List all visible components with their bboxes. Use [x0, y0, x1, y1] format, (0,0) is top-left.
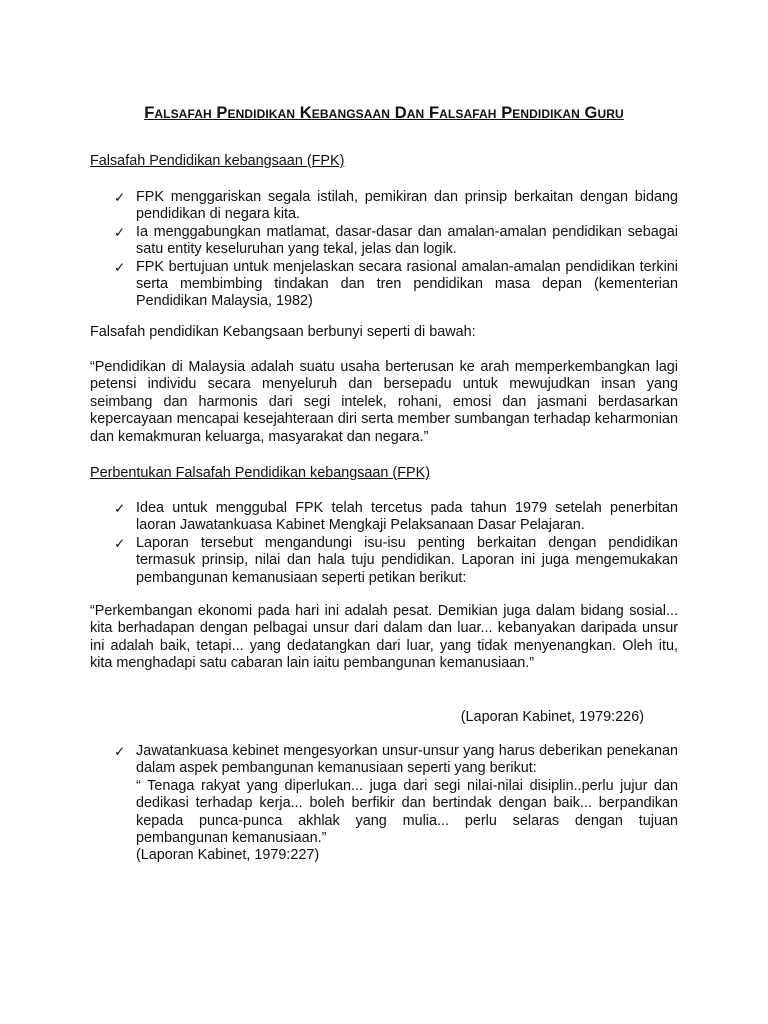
fpk-quote: “Pendidikan di Malaysia adalah suatu usaha berterusan ke arah memperkembangkan lagi petensi individu secara menyeluruh dan bersepadu untuk mewujudkan insan yang seimbang dan harmonis dari segi intelek, rohani, emosi dan jasmani berdasarkan kepercayaan mencapai kesejahteraan diri serta member sumbangan terhadap keharmonian dan kemakmuran keluarga, masyarakat dan negara.” — [90, 359, 678, 445]
checkmark-icon: ✓ — [114, 744, 126, 759]
list-item: ✓ Laporan tersebut mengandungi isu-isu penting berkaitan dengan pendidikan termasuk prinsip, nilai dan hala tuju pendidikan. Laporan ini juga mengemukakan pembangunan kemanusiaan seperti petikan berikut: — [114, 534, 678, 586]
checkmark-icon: ✓ — [114, 224, 126, 240]
list-item: ✓ Idea untuk menggubal FPK telah tercetus pada tahun 1979 setelah penerbitan laoran Jawatankuasa Kabinet Mengkaji Pelaksanaan Dasar Pelajaran. — [114, 500, 678, 534]
citation-2: (Laporan Kabinet, 1979:227) — [136, 847, 320, 864]
section2-heading: Perbentukan Falsafah Pendidikan kebangsaan (FPK) — [90, 465, 430, 481]
checkmark-icon: ✓ — [114, 501, 126, 516]
list-item: ✓ Ia menggabungkan matlamat, dasar-dasar dan amalan-amalan pendidikan sebagai satu entity keseluruhan yang tekal, jelas dan logik. — [114, 223, 678, 258]
section1-bullet-list — [90, 189, 678, 311]
citation-1: (Laporan Kabinet, 1979:226) — [460, 709, 644, 725]
checkmark-icon: ✓ — [114, 259, 126, 275]
section2-last-bullet — [90, 743, 678, 865]
last-bullet-text: Jawatankuasa kebinet mengesyorkan unsur-unsur yang harus deberikan penekanan dalam aspek pembangunan kemanusiaan seperti yang berikut: — [136, 743, 678, 777]
list-item — [114, 743, 678, 865]
kabinet-quote-2: “ Tenaga rakyat yang diperlukan... juga dari segi nilai-nilai disiplin..perlu jujur dan dedikasi terhadap kerja... boleh berfikir dan bertindak dengan baik... berpandikan kepada punca-punca akhlak yang mulia... perlu selaras dengan tujuan pembangunan kemanusiaan.” — [136, 777, 678, 847]
list-item: ✓ FPK menggariskan segala istilah, pemikiran dan prinsip berkaitan dengan bidang pendidikan di negara kita. — [114, 189, 678, 223]
section1-heading: Falsafah Pendidikan kebangsaan (FPK) — [90, 153, 345, 169]
list-item: ✓ FPK bertujuan untuk menjelaskan secara rasional amalan-amalan pendidikan terkini serta membimbing tindakan dan tren pendidikan masa depan (kementerian Pendidikan Malaysia, 1982) — [114, 258, 678, 310]
fpk-intro: Falsafah pendidikan Kebangsaan berbunyi seperti di bawah: — [90, 324, 476, 340]
page-title: Falsafah Pendidikan Kebangsaan Dan Falsafah Pendidikan Guru — [144, 104, 624, 122]
section2-bullet-list — [90, 500, 678, 587]
checkmark-icon: ✓ — [114, 535, 126, 551]
kabinet-quote-1: “Perkembangan ekonomi pada hari ini adalah pesat. Demikian juga dalam bidang sosial... kita berhadapan dengan pelbagai unsur dari dalam dan luar... kebanyakan daripada unsur ini adalah baik, tetapi... yang dedatangkan dari luar, yang tidak menyenangkan. Oleh itu, kita menghadapi satu cabaran lain iaitu pembangunan kemanusiaan.” — [90, 603, 678, 672]
checkmark-icon: ✓ — [114, 190, 126, 205]
